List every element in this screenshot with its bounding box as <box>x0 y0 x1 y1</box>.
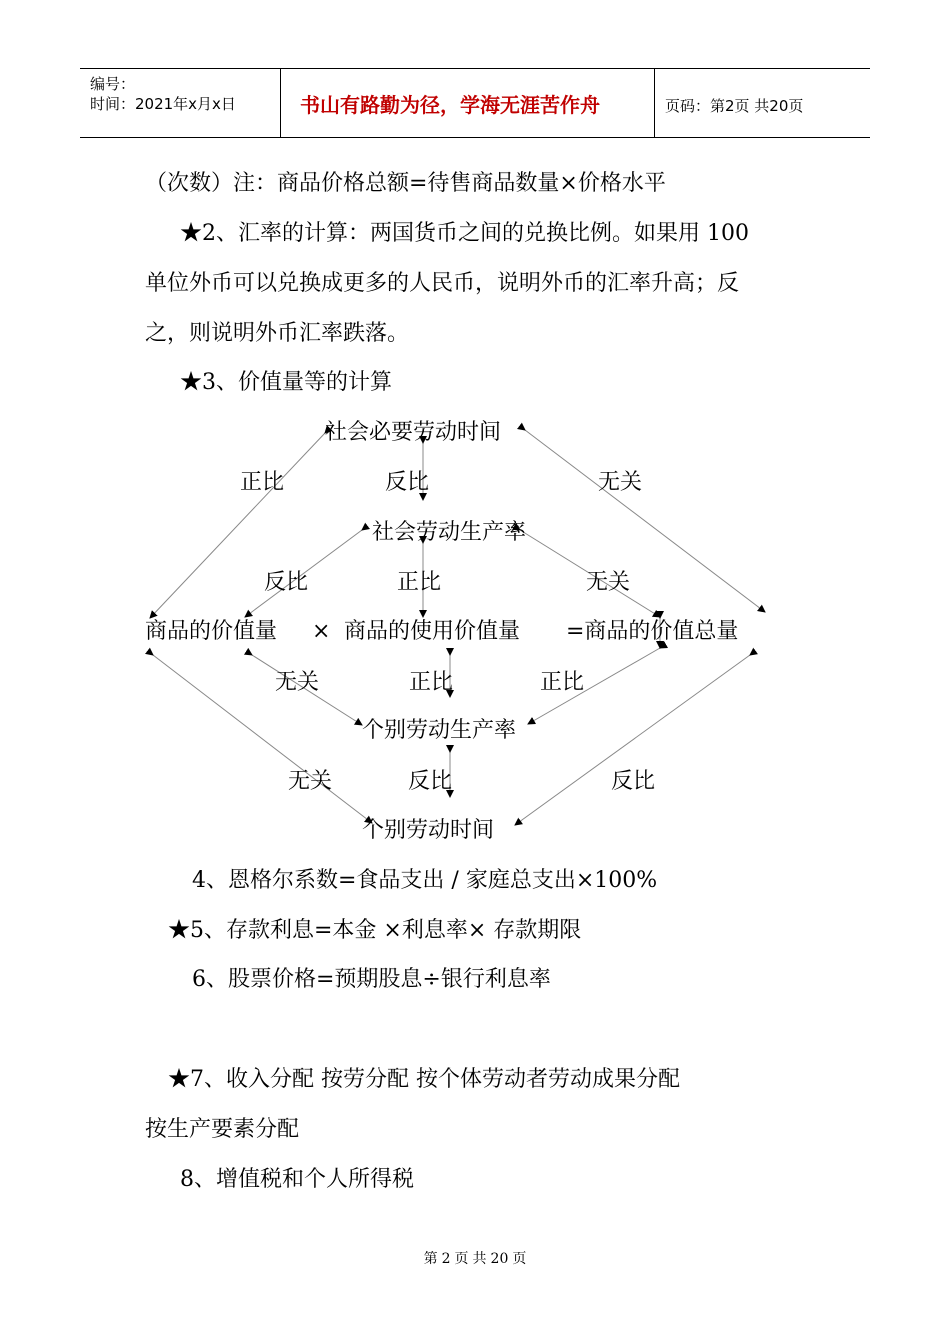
node-total-value: =商品的价值总量 <box>566 619 739 644</box>
label-r1-a: 正比 <box>240 470 285 495</box>
time-label: 时间：2021年x月x日 <box>90 95 236 113</box>
footer-total-prefix: 共 <box>472 1251 487 1267</box>
label-r4-a: 无关 <box>288 769 333 794</box>
label-r1-c: 无关 <box>598 470 643 495</box>
edge-left-indtime <box>153 655 372 823</box>
label-r1-b: 反比 <box>385 470 430 495</box>
label-r3-c: 正比 <box>540 670 585 695</box>
item-4: 4、恩格尔系数=食品支出 / 家庭总支出×100% <box>192 868 658 893</box>
node-times-sign: × <box>312 619 331 644</box>
item-7-line-1: ★7、收入分配 按劳分配 按个体劳动者劳动成果分配 <box>168 1067 680 1092</box>
footer-total-suffix: 页 <box>512 1251 527 1267</box>
label-r2-c: 无关 <box>586 570 631 595</box>
item-2-line-2: 单位外币可以兑换成更多的人民币，说明外币的汇率升高；反 <box>145 271 740 296</box>
node-social-labor-productivity: 社会劳动生产率 <box>372 520 527 545</box>
number-label: 编号： <box>90 75 136 93</box>
footer-page-number: 2 <box>441 1251 451 1267</box>
node-use-value: 商品的使用价值量 <box>344 619 521 644</box>
item-2-line-1: ★2、汇率的计算：两国货币之间的兑换比例。如果用 100 <box>180 221 749 246</box>
header-motto: 书山有路勤为径，学海无涯苦作舟 <box>300 93 600 117</box>
node-individual-productivity: 个别劳动生产率 <box>362 718 517 743</box>
label-r3-b: 正比 <box>409 670 454 695</box>
label-r4-b: 反比 <box>408 769 453 794</box>
label-r4-c: 反比 <box>611 769 656 794</box>
edge-top-right <box>525 430 765 612</box>
footer-page-mid: 页 <box>454 1251 469 1267</box>
page-info: 页码：第2页 共20页 <box>665 97 804 115</box>
node-social-necessary-labor-time: 社会必要劳动时间 <box>325 420 502 445</box>
item-6: 6、股票价格=预期股息÷银行利息率 <box>192 967 551 992</box>
node-individual-labor-time: 个别劳动时间 <box>362 818 495 843</box>
page-footer <box>0 1248 950 1268</box>
item-8: 8、增值税和个人所得税 <box>180 1167 414 1192</box>
item-3-heading: ★3、价值量等的计算 <box>180 370 392 395</box>
item-2-line-3: 之，则说明外币汇率跌落。 <box>145 321 410 346</box>
item-7-line-2: 按生产要素分配 <box>145 1117 300 1142</box>
node-commodity-value: 商品的价值量 <box>145 619 278 644</box>
footer-total-number: 20 <box>490 1251 509 1267</box>
label-r2-b: 正比 <box>397 570 442 595</box>
footer-page-prefix: 第 <box>423 1251 438 1267</box>
label-r3-a: 无关 <box>275 670 320 695</box>
item-5: ★5、存款利息=本金 ×利息率× 存款期限 <box>168 918 582 943</box>
label-r2-a: 反比 <box>264 570 309 595</box>
line-price-note: （次数）注：商品价格总额=待售商品数量×价格水平 <box>145 171 666 196</box>
